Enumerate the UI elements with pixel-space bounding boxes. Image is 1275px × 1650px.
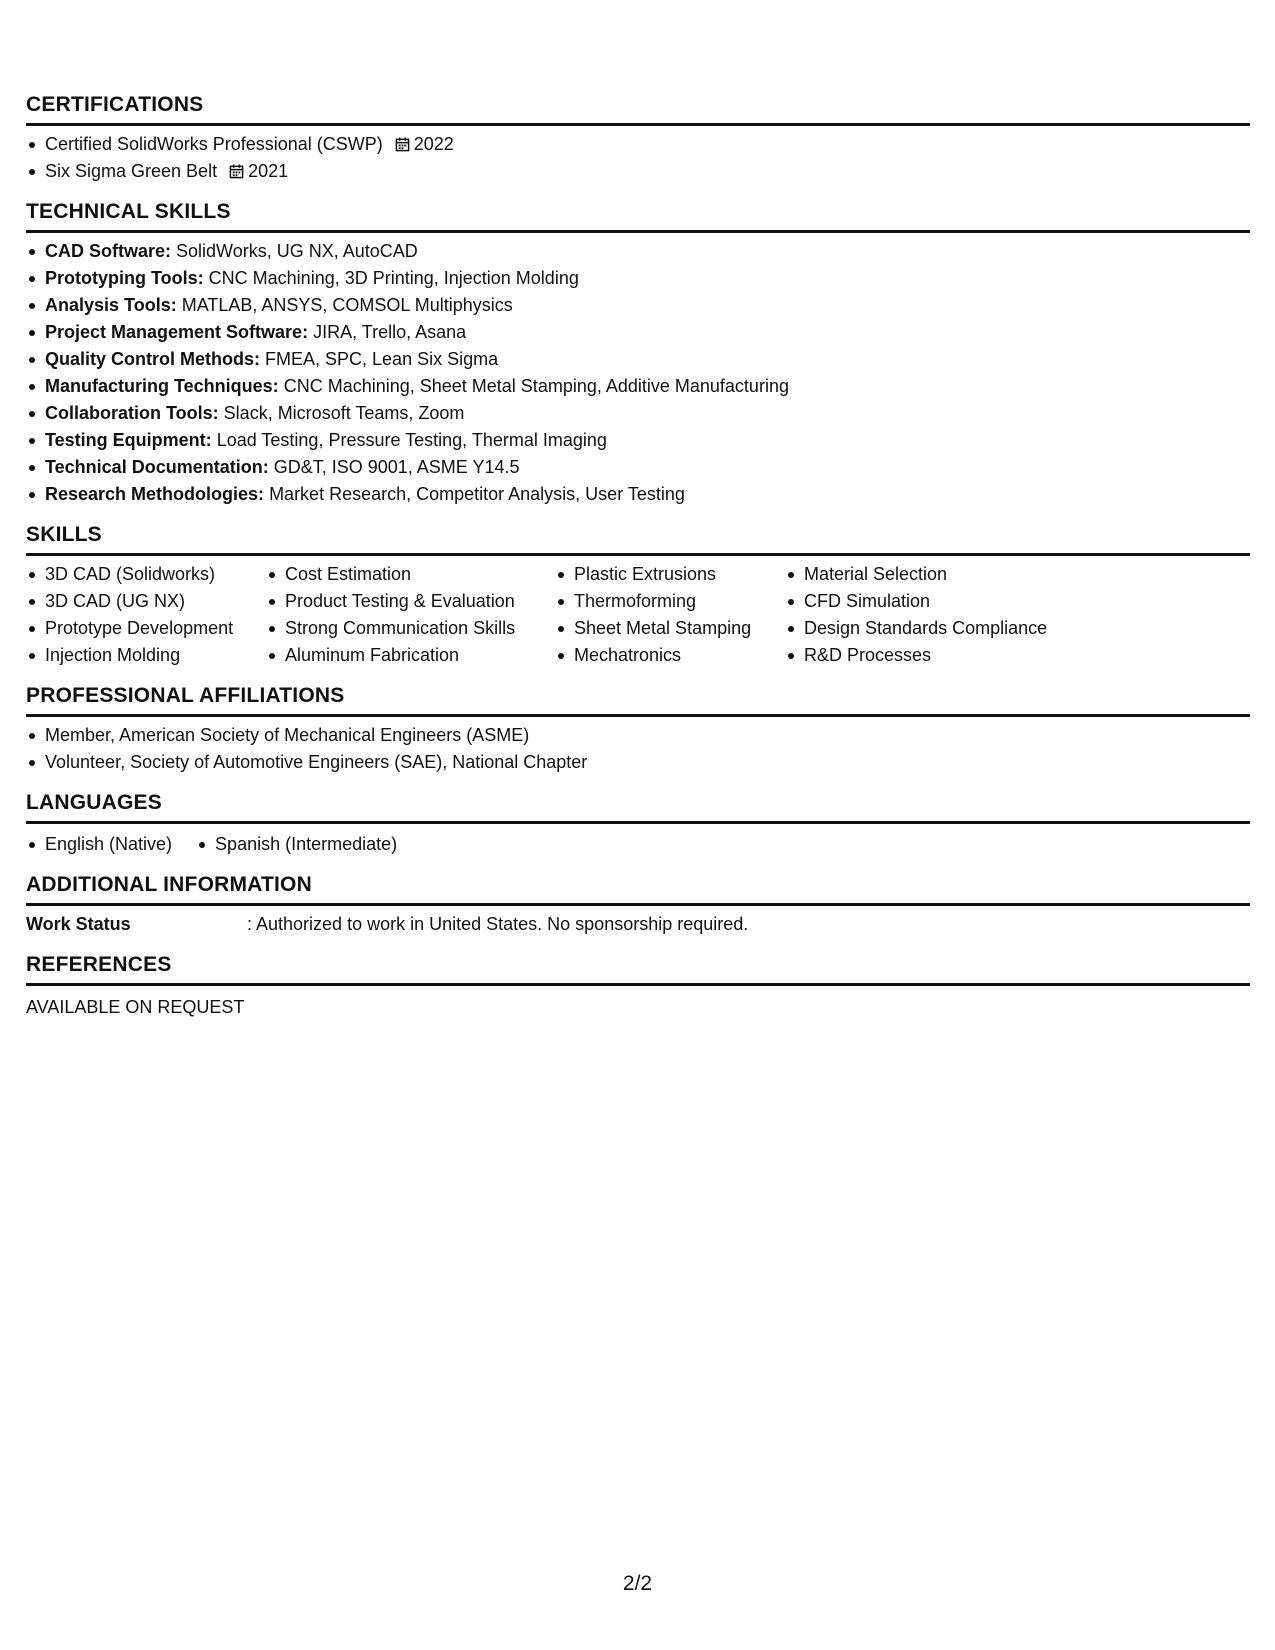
skills-column xyxy=(785,561,1085,669)
skill-category-label: Quality Control Methods: xyxy=(45,349,260,369)
skill-item: Aluminum Fabrication xyxy=(266,642,555,669)
skills-column xyxy=(26,561,266,669)
certifications-list xyxy=(26,126,1250,185)
skill-category-label: Project Management Software: xyxy=(45,322,309,342)
section-title-certifications: CERTIFICATIONS xyxy=(26,92,1250,126)
section-title-skills: SKILLS xyxy=(26,522,1250,556)
certification-item xyxy=(26,158,1250,185)
references-text: AVAILABLE ON REQUEST xyxy=(26,997,245,1017)
certification-year: 2021 xyxy=(248,161,289,181)
skill-item: Product Testing & Evaluation xyxy=(266,588,555,615)
certification-name: Six Sigma Green Belt xyxy=(45,161,218,181)
skill-category-value: GD&T, ISO 9001, ASME Y14.5 xyxy=(273,457,520,477)
certification-name: Certified SolidWorks Professional (CSWP) xyxy=(45,134,383,154)
technical-skill-item xyxy=(26,481,1250,508)
page-number: 2/2 xyxy=(622,1572,653,1595)
section-title-languages: LANGUAGES xyxy=(26,790,1250,824)
calendar-icon xyxy=(229,164,244,179)
skill-item: Design Standards Compliance xyxy=(785,615,1085,642)
work-status-label: Work Status xyxy=(26,914,131,934)
work-status-row xyxy=(26,906,1250,938)
skills-column xyxy=(555,561,785,669)
technical-skill-item xyxy=(26,238,1250,265)
affiliations-list xyxy=(26,717,1250,776)
language-item: Spanish (Intermediate) xyxy=(196,831,397,858)
language-item: English (Native) xyxy=(26,831,172,858)
technical-skill-item xyxy=(26,265,1250,292)
calendar-icon xyxy=(395,137,410,152)
skill-item: 3D CAD (Solidworks) xyxy=(26,561,266,588)
skill-item: Thermoforming xyxy=(555,588,785,615)
technical-skill-item xyxy=(26,346,1250,373)
skill-category-label: Research Methodologies: xyxy=(45,484,265,504)
skill-category-label: CAD Software: xyxy=(45,241,172,261)
skill-category-label: Prototyping Tools: xyxy=(45,268,204,288)
certification-item xyxy=(26,131,1250,158)
skill-item: Plastic Extrusions xyxy=(555,561,785,588)
skill-item: Sheet Metal Stamping xyxy=(555,615,785,642)
skill-item: Material Selection xyxy=(785,561,1085,588)
skill-item: Injection Molding xyxy=(26,642,266,669)
skill-item: Cost Estimation xyxy=(266,561,555,588)
technical-skills-list xyxy=(26,233,1250,508)
skill-category-value: CNC Machining, Sheet Metal Stamping, Additive Manufacturing xyxy=(283,376,789,396)
languages-list xyxy=(26,824,1250,858)
technical-skill-item xyxy=(26,400,1250,427)
skill-category-value: Market Research, Competitor Analysis, User Testing xyxy=(269,484,685,504)
skill-category-value: FMEA, SPC, Lean Six Sigma xyxy=(265,349,499,369)
affiliation-item: Volunteer, Society of Automotive Engineers (SAE), National Chapter xyxy=(26,749,1250,776)
skills-section xyxy=(26,522,1250,669)
additional-info-section xyxy=(26,872,1250,938)
skill-item: CFD Simulation xyxy=(785,588,1085,615)
certification-year: 2022 xyxy=(413,134,454,154)
resume-page xyxy=(26,92,1250,1021)
section-title-technical-skills: TECHNICAL SKILLS xyxy=(26,199,1250,233)
technical-skill-item xyxy=(26,292,1250,319)
section-title-affiliations: PROFESSIONAL AFFILIATIONS xyxy=(26,683,1250,717)
skill-item: Mechatronics xyxy=(555,642,785,669)
technical-skill-item xyxy=(26,373,1250,400)
references-section xyxy=(26,952,1250,1021)
skill-category-value: MATLAB, ANSYS, COMSOL Multiphysics xyxy=(181,295,513,315)
skill-item: 3D CAD (UG NX) xyxy=(26,588,266,615)
skill-category-label: Manufacturing Techniques: xyxy=(45,376,279,396)
section-title-additional-info: ADDITIONAL INFORMATION xyxy=(26,872,1250,906)
technical-skills-section xyxy=(26,199,1250,508)
skill-category-value: SolidWorks, UG NX, AutoCAD xyxy=(176,241,418,261)
skill-category-label: Technical Documentation: xyxy=(45,457,269,477)
work-status-value: : Authorized to work in United States. No sponsorship required. xyxy=(247,914,749,934)
skill-category-value: Slack, Microsoft Teams, Zoom xyxy=(223,403,465,423)
section-title-references: REFERENCES xyxy=(26,952,1250,986)
skills-column xyxy=(266,561,555,669)
skill-category-value: CNC Machining, 3D Printing, Injection Molding xyxy=(208,268,579,288)
skill-category-value: JIRA, Trello, Asana xyxy=(313,322,467,342)
skills-grid xyxy=(26,556,1250,669)
skill-category-label: Analysis Tools: xyxy=(45,295,177,315)
affiliations-section xyxy=(26,683,1250,776)
certifications-section xyxy=(26,92,1250,185)
technical-skill-item xyxy=(26,454,1250,481)
languages-section xyxy=(26,790,1250,858)
skill-category-label: Testing Equipment: xyxy=(45,430,212,450)
skill-category-label: Collaboration Tools: xyxy=(45,403,219,423)
technical-skill-item xyxy=(26,427,1250,454)
affiliation-item: Member, American Society of Mechanical Engineers (ASME) xyxy=(26,722,1250,749)
skill-item: R&D Processes xyxy=(785,642,1085,669)
skill-category-value: Load Testing, Pressure Testing, Thermal Imaging xyxy=(216,430,607,450)
skill-item: Strong Communication Skills xyxy=(266,615,555,642)
skill-item: Prototype Development xyxy=(26,615,266,642)
technical-skill-item xyxy=(26,319,1250,346)
